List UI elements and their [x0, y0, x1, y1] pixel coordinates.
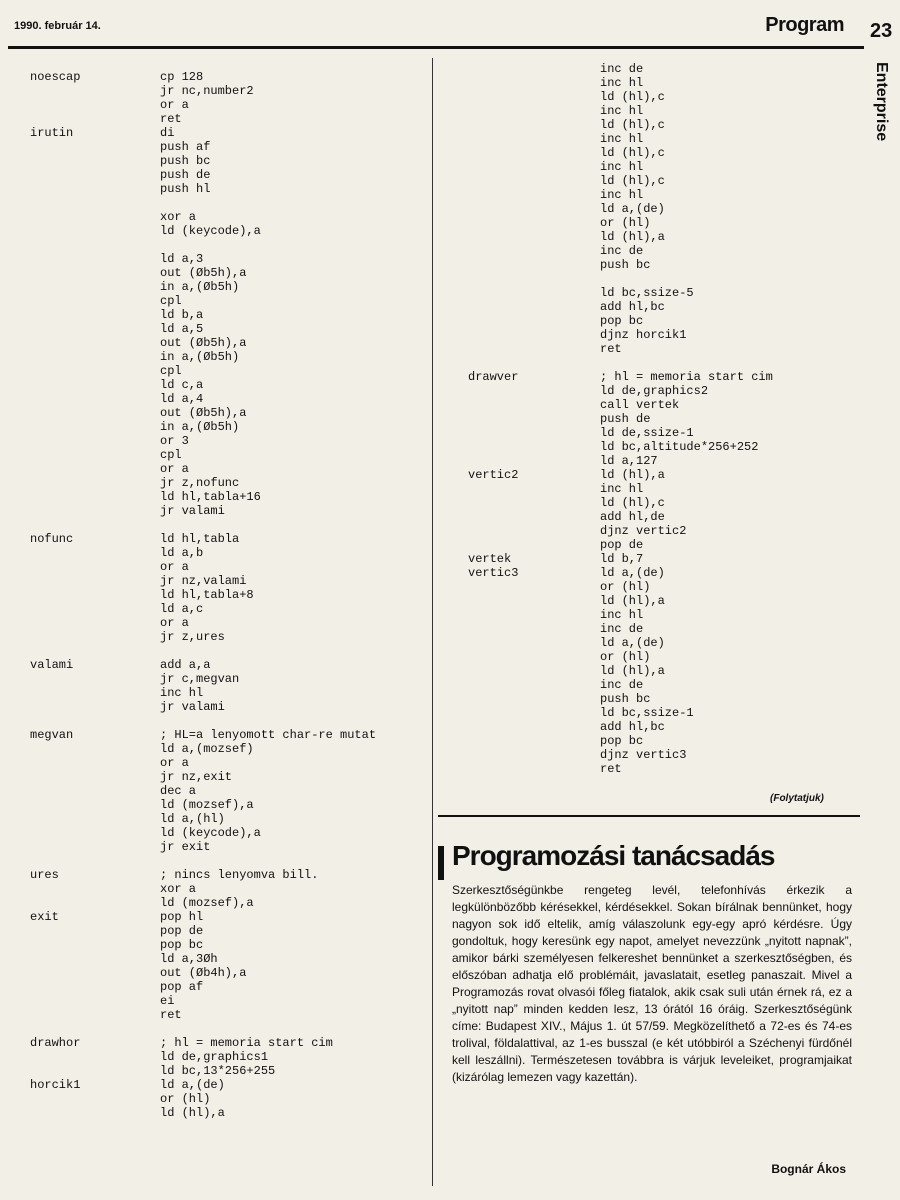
code-line [468, 748, 848, 762]
code-line [468, 468, 848, 482]
code-instruction: ld de,graphics1 [160, 1050, 269, 1064]
code-line [468, 76, 848, 90]
code-gap [30, 196, 430, 210]
code-line [468, 636, 848, 650]
code-instruction: push hl [160, 182, 211, 196]
code-instruction: or (hl) [600, 216, 651, 230]
code-instruction: djnz horcik1 [600, 328, 687, 342]
code-instruction: ; hl = memoria start cim [600, 370, 773, 384]
code-instruction: ld c,a [160, 378, 204, 392]
code-instruction: ld (hl),c [600, 496, 665, 510]
code-line [30, 1092, 430, 1106]
code-line [468, 552, 848, 566]
code-line [30, 294, 430, 308]
code-line [30, 350, 430, 364]
code-gap [30, 714, 430, 728]
code-line [468, 440, 848, 454]
code-line [30, 812, 430, 826]
code-line [30, 420, 430, 434]
code-instruction: add hl,de [600, 510, 665, 524]
code-line [30, 560, 430, 574]
code-instruction: pop de [600, 538, 644, 552]
code-label: vertek [468, 552, 512, 566]
code-label: irutin [30, 126, 74, 140]
code-line [30, 546, 430, 560]
page-header [8, 12, 864, 46]
code-instruction: push bc [600, 692, 651, 706]
code-line [468, 286, 848, 300]
code-instruction: out (Øb5h),a [160, 336, 247, 350]
code-line [468, 524, 848, 538]
code-instruction: out (Øb5h),a [160, 406, 247, 420]
code-instruction: push de [600, 412, 651, 426]
code-line [468, 118, 848, 132]
code-line [468, 720, 848, 734]
article-body: Szerkesztőségünkbe rengeteg levél, telefonhívás érkezik a legkülönbözőbb kérésekkel, kérdésekkel. Sokan bírálnak bennünket, hogy nagyon sok idő eltelik, amíg válaszolunk egy-egy apró kérdésre. Úgy gondoltuk, hogy keresünk egy napot, amelyet nevezzünk „nyitott napnak”, amikor bárki személyesen felkereshet bennünket a szerkesztőségben, és előszóban adhatja elő problémáit, javaslatait, esetleg panaszait. Mivel a Programozás rovat olvasói főleg fiatalok, akik csak suli után érnek rá, ez a „nyitott nap” minden kedden lesz, 13 órától 16 óráig. Szerkesztőségünk címe: Budapest XIV., Május 1. út 57/59. Megközelíthető a 72-es és 74-es trolival, földalattival, az 1-es busszal (e két utóbbiról a Széchenyi fürdőnél kell leszállni). Természetesen továbbra is várjuk leveleiket, programjaikat (kizárólag lemezen vagy kazettán). [452, 883, 852, 1084]
code-instruction: or (hl) [600, 580, 651, 594]
code-line [30, 126, 430, 140]
code-line [30, 770, 430, 784]
code-line [468, 188, 848, 202]
code-gap [30, 238, 430, 252]
code-gap [468, 272, 848, 286]
code-listing-right [468, 62, 848, 776]
code-instruction: in a,(Øb5h) [160, 420, 240, 434]
code-instruction: ld b,a [160, 308, 204, 322]
code-instruction: or a [160, 462, 189, 476]
code-instruction: inc de [600, 244, 644, 258]
code-instruction: inc hl [600, 76, 644, 90]
code-line [30, 322, 430, 336]
code-line [30, 966, 430, 980]
code-line [30, 756, 430, 770]
code-line [30, 336, 430, 350]
code-instruction: in a,(Øb5h) [160, 350, 240, 364]
code-line [468, 496, 848, 510]
code-line [30, 1078, 430, 1092]
code-instruction: ld de,ssize-1 [600, 426, 694, 440]
code-instruction: cp 128 [160, 70, 204, 84]
code-line [30, 392, 430, 406]
code-line [468, 580, 848, 594]
code-label: horcik1 [30, 1078, 81, 1092]
code-instruction: or a [160, 756, 189, 770]
code-line [468, 174, 848, 188]
code-instruction: ld (hl),a [600, 468, 665, 482]
code-line [30, 1036, 430, 1050]
code-instruction: pop bc [600, 734, 644, 748]
title-bar-mark [438, 846, 444, 880]
code-instruction: ld a,4 [160, 392, 204, 406]
code-line [30, 98, 430, 112]
code-instruction: cpl [160, 448, 182, 462]
code-line [30, 868, 430, 882]
code-instruction: inc hl [600, 104, 644, 118]
code-line [468, 692, 848, 706]
code-line [30, 266, 430, 280]
code-instruction: ld (mozsef),a [160, 896, 254, 910]
code-instruction: or (hl) [600, 650, 651, 664]
code-instruction: ld a,5 [160, 322, 204, 336]
code-instruction: or a [160, 98, 189, 112]
code-label: ures [30, 868, 59, 882]
code-line [468, 90, 848, 104]
code-line [30, 798, 430, 812]
code-line [468, 706, 848, 720]
code-instruction: ld a,3Øh [160, 952, 218, 966]
code-instruction: or a [160, 616, 189, 630]
code-instruction: inc hl [600, 160, 644, 174]
code-line [30, 700, 430, 714]
code-line [30, 84, 430, 98]
code-instruction: ld a,(de) [600, 636, 665, 650]
code-line [30, 672, 430, 686]
code-line [30, 476, 430, 490]
code-instruction: pop af [160, 980, 204, 994]
code-line [468, 258, 848, 272]
code-line [30, 742, 430, 756]
code-instruction: call vertek [600, 398, 680, 412]
code-gap [30, 644, 430, 658]
code-instruction: ld (keycode),a [160, 826, 261, 840]
code-line [30, 462, 430, 476]
page-number: 23 [870, 20, 893, 42]
code-line [30, 882, 430, 896]
code-listing-left [30, 70, 430, 1120]
code-instruction: ei [160, 994, 175, 1008]
code-instruction: in a,(Øb5h) [160, 280, 240, 294]
code-instruction: ld (hl),a [600, 594, 665, 608]
code-instruction: push af [160, 140, 211, 154]
code-line [468, 314, 848, 328]
code-instruction: ret [600, 762, 622, 776]
code-instruction: ld hl,tabla+16 [160, 490, 261, 504]
code-line [30, 112, 430, 126]
code-line [30, 1008, 430, 1022]
code-line [30, 574, 430, 588]
code-line [30, 616, 430, 630]
code-instruction: inc hl [600, 188, 644, 202]
code-instruction: xor a [160, 210, 197, 224]
code-line [468, 370, 848, 384]
code-instruction: jr valami [160, 504, 225, 518]
code-line [30, 980, 430, 994]
code-line [30, 938, 430, 952]
code-label: exit [30, 910, 59, 924]
code-instruction: ; nincs lenyomva bill. [160, 868, 319, 882]
code-instruction: add hl,bc [600, 720, 665, 734]
code-line [468, 734, 848, 748]
code-line [468, 384, 848, 398]
code-instruction: ld (hl),c [600, 174, 665, 188]
code-line [468, 300, 848, 314]
code-line [468, 566, 848, 580]
code-line [30, 224, 430, 238]
code-instruction: ld a,b [160, 546, 204, 560]
code-label: drawhor [30, 1036, 81, 1050]
code-instruction: ld bc,ssize-1 [600, 706, 694, 720]
continued-note: (Folytatjuk) [770, 793, 824, 804]
code-line [468, 762, 848, 776]
code-instruction: out (Øb4h),a [160, 966, 247, 980]
code-instruction: ld (hl),c [600, 90, 665, 104]
code-instruction: ; HL=a lenyomott char-re mutat [160, 728, 377, 742]
code-line [30, 602, 430, 616]
code-instruction: pop hl [160, 910, 204, 924]
code-line [468, 664, 848, 678]
code-line [468, 328, 848, 342]
section-title: Program [765, 14, 844, 36]
code-instruction: ld (keycode),a [160, 224, 261, 238]
code-line [30, 280, 430, 294]
code-line [30, 826, 430, 840]
code-instruction: inc de [600, 678, 644, 692]
code-line [30, 686, 430, 700]
code-instruction: jr nz,valami [160, 574, 247, 588]
code-instruction: ld (hl),c [600, 146, 665, 160]
code-line [468, 650, 848, 664]
code-instruction: ld hl,tabla+8 [160, 588, 254, 602]
code-line [30, 588, 430, 602]
code-line [468, 216, 848, 230]
code-line [30, 952, 430, 966]
code-gap [30, 1022, 430, 1036]
code-instruction: ld bc,altitude*256+252 [600, 440, 759, 454]
code-instruction: add hl,bc [600, 300, 665, 314]
code-line [30, 210, 430, 224]
code-instruction: ld (hl),a [600, 664, 665, 678]
code-line [468, 510, 848, 524]
code-instruction: jr nc,number2 [160, 84, 254, 98]
code-line [468, 202, 848, 216]
code-label: drawver [468, 370, 519, 384]
code-line [30, 70, 430, 84]
code-line [30, 910, 430, 924]
code-instruction: jr valami [160, 700, 225, 714]
code-line [30, 728, 430, 742]
code-instruction: jr z,nofunc [160, 476, 240, 490]
code-line [30, 434, 430, 448]
code-instruction: ret [160, 112, 182, 126]
code-line [468, 342, 848, 356]
code-line [30, 504, 430, 518]
code-line [468, 398, 848, 412]
code-line [30, 308, 430, 322]
code-line [30, 994, 430, 1008]
code-line [468, 160, 848, 174]
code-line [30, 182, 430, 196]
code-instruction: out (Øb5h),a [160, 266, 247, 280]
code-instruction: jr nz,exit [160, 770, 233, 784]
code-line [30, 658, 430, 672]
code-line [30, 406, 430, 420]
code-label: megvan [30, 728, 74, 742]
code-instruction: ; hl = memoria start cim [160, 1036, 333, 1050]
code-instruction: inc hl [600, 132, 644, 146]
code-instruction: inc hl [160, 686, 204, 700]
code-instruction: ld a,(de) [600, 202, 665, 216]
code-label: nofunc [30, 532, 74, 546]
code-line [468, 104, 848, 118]
code-instruction: push bc [600, 258, 651, 272]
article-author: Bognár Ákos [771, 1162, 846, 1176]
code-instruction: pop de [160, 924, 204, 938]
code-instruction: ret [160, 1008, 182, 1022]
code-instruction: djnz vertic2 [600, 524, 687, 538]
code-instruction: ld bc,13*256+255 [160, 1064, 276, 1078]
code-line [30, 1106, 430, 1120]
code-line [30, 378, 430, 392]
code-instruction: djnz vertic3 [600, 748, 687, 762]
code-gap [30, 518, 430, 532]
code-instruction: cpl [160, 364, 182, 378]
code-instruction: ld a,(de) [160, 1078, 225, 1092]
code-line [30, 140, 430, 154]
code-instruction: or 3 [160, 434, 189, 448]
code-label: noescap [30, 70, 81, 84]
code-label: vertic2 [468, 468, 519, 482]
code-instruction: dec a [160, 784, 197, 798]
code-instruction: ld bc,ssize-5 [600, 286, 694, 300]
code-line [30, 364, 430, 378]
code-line [468, 132, 848, 146]
code-instruction: ld a,(de) [600, 566, 665, 580]
issue-date: 1990. február 14. [14, 20, 101, 32]
code-line [468, 538, 848, 552]
code-label: vertic3 [468, 566, 519, 580]
code-line [468, 230, 848, 244]
code-line [30, 840, 430, 854]
code-instruction: inc hl [600, 482, 644, 496]
code-instruction: add a,a [160, 658, 211, 672]
code-line [30, 448, 430, 462]
code-instruction: or a [160, 560, 189, 574]
code-instruction: ld (hl),c [600, 118, 665, 132]
code-line [468, 62, 848, 76]
code-instruction: di [160, 126, 175, 140]
article-box [438, 818, 860, 1188]
code-instruction: ld a,(hl) [160, 812, 225, 826]
code-line [30, 168, 430, 182]
code-line [468, 622, 848, 636]
code-instruction: jr z,ures [160, 630, 225, 644]
code-line [30, 490, 430, 504]
code-line [30, 630, 430, 644]
code-line [468, 678, 848, 692]
code-instruction: ld hl,tabla [160, 532, 240, 546]
side-section-label: Enterprise [873, 62, 890, 142]
code-gap [30, 854, 430, 868]
code-instruction: inc hl [600, 608, 644, 622]
code-line [468, 426, 848, 440]
code-line [468, 608, 848, 622]
code-instruction: jr c,megvan [160, 672, 240, 686]
code-label: valami [30, 658, 74, 672]
code-instruction: pop bc [600, 314, 644, 328]
article-title: Programozási tanácsadás [452, 840, 775, 871]
code-line [30, 532, 430, 546]
code-line [468, 482, 848, 496]
code-instruction: push bc [160, 154, 211, 168]
code-instruction: ld a,c [160, 602, 204, 616]
code-line [30, 252, 430, 266]
code-line [30, 154, 430, 168]
code-line [468, 594, 848, 608]
code-line [468, 244, 848, 258]
code-line [30, 896, 430, 910]
code-instruction: inc de [600, 622, 644, 636]
code-instruction: ld (hl),a [600, 230, 665, 244]
code-line [468, 146, 848, 160]
code-gap [468, 356, 848, 370]
code-line [30, 784, 430, 798]
code-line [30, 1050, 430, 1064]
code-line [468, 454, 848, 468]
code-instruction: push de [160, 168, 211, 182]
code-instruction: pop bc [160, 938, 204, 952]
code-instruction: ld de,graphics2 [600, 384, 709, 398]
code-instruction: ld b,7 [600, 552, 644, 566]
article-top-rule [438, 815, 860, 817]
code-instruction: ld a,(mozsef) [160, 742, 254, 756]
code-instruction: ld a,3 [160, 252, 204, 266]
code-instruction: ld a,127 [600, 454, 658, 468]
header-rule [8, 46, 864, 49]
code-instruction: inc de [600, 62, 644, 76]
code-line [468, 412, 848, 426]
code-line [30, 924, 430, 938]
code-instruction: cpl [160, 294, 182, 308]
code-instruction: jr exit [160, 840, 211, 854]
column-divider [432, 58, 433, 1186]
code-instruction: or (hl) [160, 1092, 211, 1106]
code-instruction: ld (hl),a [160, 1106, 225, 1120]
code-instruction: ret [600, 342, 622, 356]
code-line [30, 1064, 430, 1078]
code-instruction: ld (mozsef),a [160, 798, 254, 812]
code-instruction: xor a [160, 882, 197, 896]
